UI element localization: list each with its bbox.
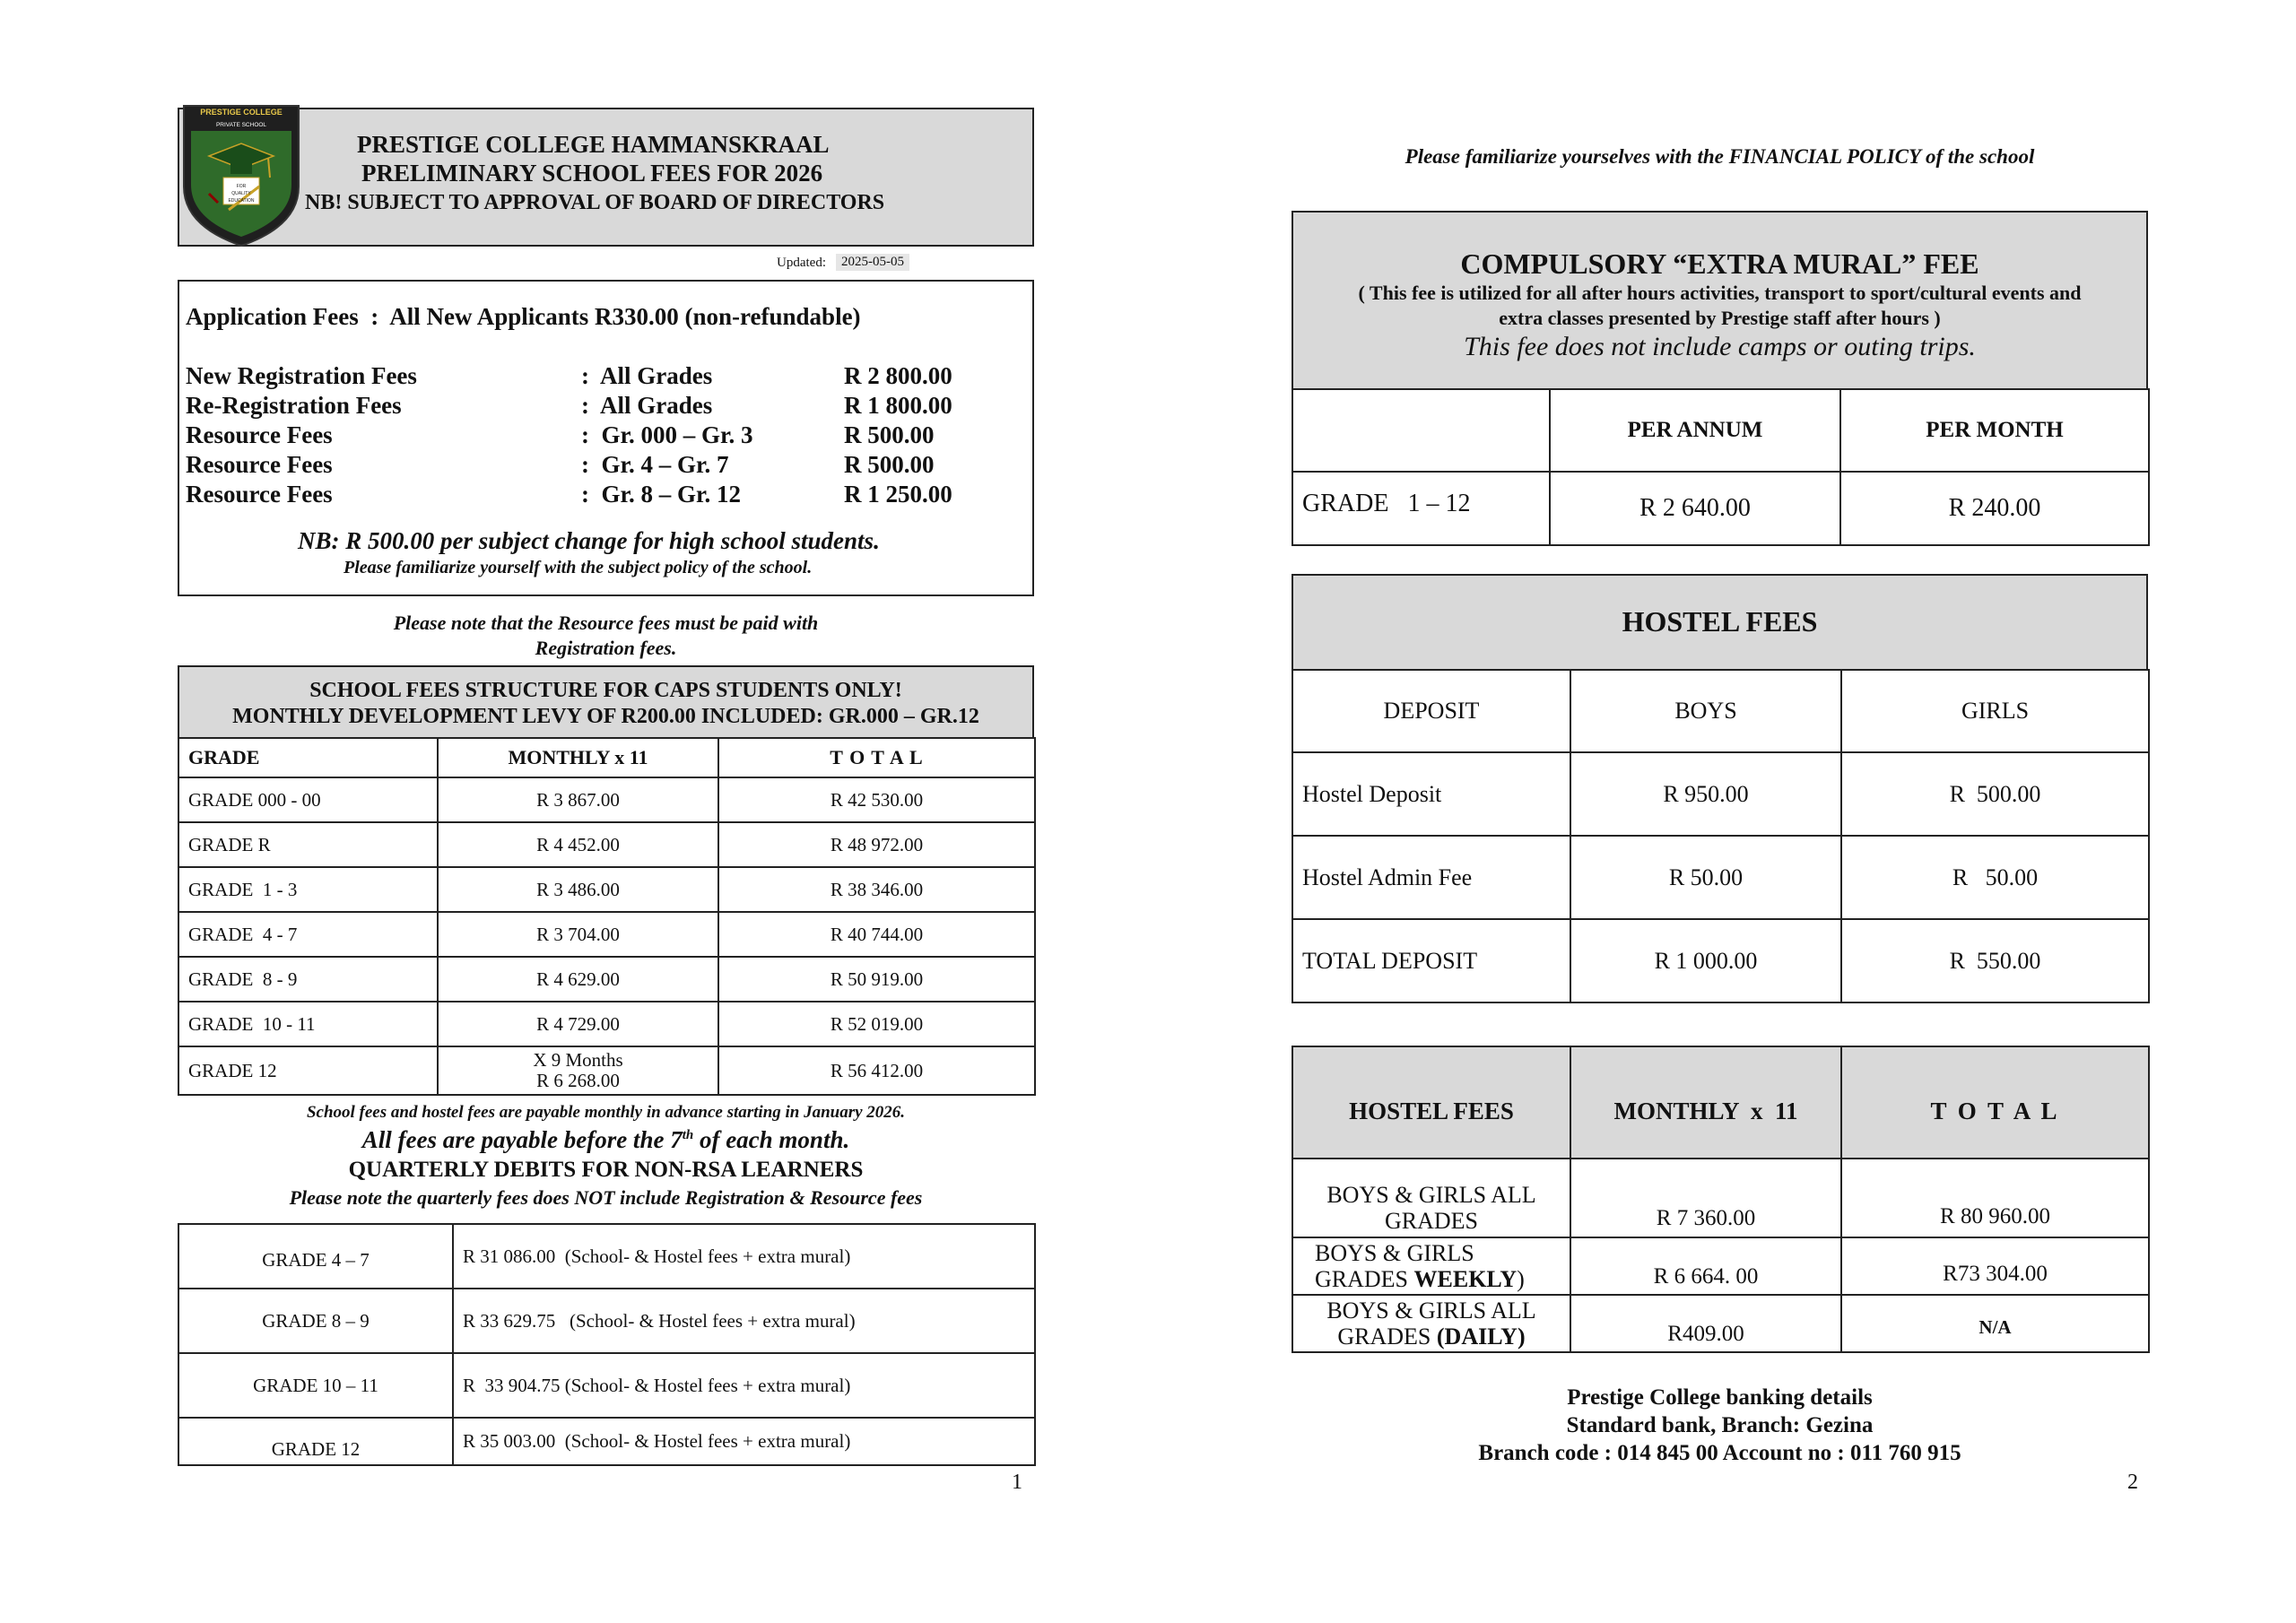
caps-monthly: R 4 452.00 bbox=[438, 822, 718, 867]
fee-row-amount: R 1 250.00 bbox=[844, 481, 952, 508]
caps-total: R 38 346.00 bbox=[718, 867, 1035, 912]
extra-mural-header-blank bbox=[1292, 389, 1550, 472]
caps-total: R 42 530.00 bbox=[718, 777, 1035, 822]
table-row bbox=[1292, 919, 2149, 1002]
caps-grade: GRADE 12 bbox=[178, 1046, 438, 1095]
quarterly-grade: GRADE 12 bbox=[178, 1418, 453, 1465]
extra-mural-sub3: This fee does not include camps or outing trips. bbox=[1464, 332, 1976, 361]
table-row bbox=[178, 1353, 1035, 1418]
banking-codes: Branch code : 014 845 00 Account no : 011 760 915 bbox=[1478, 1441, 1961, 1465]
table-row bbox=[178, 1002, 1035, 1046]
caps-grade: GRADE 8 - 9 bbox=[178, 957, 438, 1002]
hostel-row-boys: R 950.00 bbox=[1570, 752, 1841, 836]
quarterly-table bbox=[178, 1223, 1036, 1466]
subject-change-note: NB: R 500.00 per subject change for high school students. bbox=[298, 527, 880, 554]
table-row bbox=[178, 1046, 1035, 1095]
quarterly-grade: GRADE 4 – 7 bbox=[178, 1224, 453, 1289]
hostel-monthly-amount: R 6 664. 00 bbox=[1570, 1237, 1841, 1295]
logo-text-1: PRESTIGE COLLEGE bbox=[200, 108, 283, 117]
fee-row-amount: R 500.00 bbox=[844, 451, 935, 478]
caps-header-grade: GRADE bbox=[178, 738, 438, 777]
hostel-row-label: Hostel Admin Fee bbox=[1292, 836, 1570, 919]
hostel-monthly-label bbox=[1292, 1237, 1570, 1295]
table-row bbox=[1292, 752, 2149, 836]
table-row bbox=[178, 1289, 1035, 1353]
caps-grade: GRADE 10 - 11 bbox=[178, 1002, 438, 1046]
hostel-monthly-header-monthly: MONTHLY x 11 bbox=[1570, 1046, 1841, 1159]
table-row bbox=[1292, 1237, 2149, 1295]
caps-monthly: R 4 729.00 bbox=[438, 1002, 718, 1046]
caps-monthly: R 3 486.00 bbox=[438, 867, 718, 912]
caps-title-1: SCHOOL FEES STRUCTURE FOR CAPS STUDENTS ONLY! bbox=[309, 679, 902, 702]
fee-row-amount: R 2 800.00 bbox=[844, 362, 952, 389]
hostel-header-boys: BOYS bbox=[1570, 670, 1841, 752]
fee-row-label: Resource Fees bbox=[186, 481, 333, 508]
hostel-monthly-label-1: BOYS & GIRLS ALL bbox=[1326, 1182, 1536, 1208]
caps-total: R 40 744.00 bbox=[718, 912, 1035, 957]
page-number: 2 bbox=[2127, 1471, 2138, 1494]
caps-title-2: MONTHLY DEVELOPMENT LEVY OF R200.00 INCLUDED: GR.000 – GR.12 bbox=[232, 705, 979, 728]
caps-fees-table bbox=[178, 737, 1036, 1096]
hostel-monthly-daily-1: BOYS & GIRLS ALL bbox=[1326, 1298, 1536, 1324]
quarterly-detail: R 35 003.00 (School- & Hostel fees + extra mural) bbox=[453, 1418, 1035, 1465]
caps-monthly: R 3 867.00 bbox=[438, 777, 718, 822]
hostel-row-girls: R 500.00 bbox=[1841, 752, 2149, 836]
logo-text-3: FOR bbox=[236, 184, 247, 189]
header-school-name: PRESTIGE COLLEGE HAMMANSKRAAL bbox=[357, 131, 830, 158]
banking-bank: Standard bank, Branch: Gezina bbox=[1566, 1413, 1874, 1437]
fee-row-label: Re-Registration Fees bbox=[186, 392, 402, 419]
fee-row-grades: : Gr. 000 – Gr. 3 bbox=[581, 421, 753, 448]
hostel-monthly-weekly-1: BOYS & GIRLS bbox=[1315, 1240, 1474, 1266]
hostel-monthly-total: N/A bbox=[1841, 1295, 2149, 1352]
caps-monthly-months: X 9 Months bbox=[533, 1049, 623, 1071]
updated-label: Updated: bbox=[777, 256, 826, 270]
hostel-row-girls: R 550.00 bbox=[1841, 919, 2149, 1002]
banking-title: Prestige College banking details bbox=[1567, 1385, 1873, 1410]
extra-mural-header-month: PER MONTH bbox=[1840, 389, 2149, 472]
resource-note-2: Registration fees. bbox=[535, 637, 677, 659]
table-row bbox=[178, 1418, 1035, 1465]
fee-row-label: Resource Fees bbox=[186, 421, 333, 448]
subject-policy-note: Please familiarize yourself with the subject policy of the school. bbox=[344, 558, 813, 577]
caps-monthly: R 3 704.00 bbox=[438, 912, 718, 957]
hostel-row-boys: R 1 000.00 bbox=[1570, 919, 1841, 1002]
quarterly-grade: GRADE 10 – 11 bbox=[178, 1353, 453, 1418]
header-approval-note: NB! SUBJECT TO APPROVAL OF BOARD OF DIRECTORS bbox=[305, 191, 885, 214]
hostel-monthly-label-2: GRADES bbox=[1384, 1208, 1478, 1234]
extra-mural-sub2: extra classes presented by Prestige staff after hours ) bbox=[1499, 307, 1941, 329]
quarterly-grade: GRADE 8 – 9 bbox=[178, 1289, 453, 1353]
logo-text-4: QUALITY bbox=[231, 191, 251, 196]
fee-row-grades: : Gr. 4 – Gr. 7 bbox=[581, 451, 729, 478]
caps-header-monthly: MONTHLY x 11 bbox=[438, 738, 718, 777]
table-row bbox=[178, 867, 1035, 912]
hostel-header-girls: GIRLS bbox=[1841, 670, 2149, 752]
table-row bbox=[178, 1224, 1035, 1289]
hostel-monthly-total: R73 304.00 bbox=[1841, 1237, 2149, 1295]
logo-text-5: EDUCATION bbox=[228, 198, 255, 204]
caps-total: R 56 412.00 bbox=[718, 1046, 1035, 1095]
logo-text-2: PRIVATE SCHOOL bbox=[215, 122, 267, 128]
caps-monthly: R 4 629.00 bbox=[438, 957, 718, 1002]
hostel-monthly-daily-2: GRADES (DAILY) bbox=[1337, 1324, 1526, 1350]
fee-row-grades: : Gr. 8 – Gr. 12 bbox=[581, 481, 742, 508]
hostel-row-label: TOTAL DEPOSIT bbox=[1292, 919, 1570, 1002]
fee-row-amount: R 1 800.00 bbox=[844, 392, 952, 419]
hostel-monthly-table bbox=[1292, 1046, 2150, 1353]
hostel-row-girls: R 50.00 bbox=[1841, 836, 2149, 919]
quarterly-detail: R 33 904.75 (School- & Hostel fees + extra mural) bbox=[453, 1353, 1035, 1418]
payment-note-2a: All fees are payable before the 7 bbox=[361, 1126, 683, 1153]
school-logo bbox=[182, 104, 300, 247]
table-row bbox=[1292, 472, 2149, 545]
table-row bbox=[1292, 836, 2149, 919]
caps-monthly bbox=[438, 1046, 718, 1095]
hostel-monthly-amount: R409.00 bbox=[1570, 1295, 1841, 1352]
hostel-monthly-label bbox=[1292, 1295, 1570, 1352]
fee-row-label: New Registration Fees bbox=[186, 362, 417, 389]
extra-mural-grade: GRADE 1 – 12 bbox=[1292, 472, 1550, 545]
caps-grade: GRADE R bbox=[178, 822, 438, 867]
hostel-header-deposit: DEPOSIT bbox=[1292, 670, 1570, 752]
extra-mural-table bbox=[1292, 388, 2150, 546]
payment-note-2b: of each month. bbox=[693, 1126, 850, 1153]
extra-mural-title: COMPULSORY “EXTRA MURAL” FEE bbox=[1460, 247, 1979, 280]
fee-row-amount: R 500.00 bbox=[844, 421, 935, 448]
table-row bbox=[178, 957, 1035, 1002]
application-fee-line: Application Fees : All New Applicants R330.00 (non-refundable) bbox=[186, 303, 861, 330]
hostel-monthly-label bbox=[1292, 1159, 1570, 1237]
quarterly-title: QUARTERLY DEBITS FOR NON-RSA LEARNERS bbox=[348, 1158, 864, 1182]
caps-grade: GRADE 000 - 00 bbox=[178, 777, 438, 822]
payment-note-2 bbox=[178, 1126, 1034, 1154]
page-number: 1 bbox=[1012, 1471, 1022, 1494]
hostel-row-label: Hostel Deposit bbox=[1292, 752, 1570, 836]
table-row bbox=[1292, 1295, 2149, 1352]
hostel-monthly-weekly-2: GRADES WEEKLY) bbox=[1315, 1266, 1525, 1292]
hostel-monthly-total: R 80 960.00 bbox=[1841, 1159, 2149, 1237]
quarterly-detail: R 31 086.00 (School- & Hostel fees + extra mural) bbox=[453, 1224, 1035, 1289]
table-row bbox=[1292, 1159, 2149, 1237]
hostel-monthly-amount: R 7 360.00 bbox=[1570, 1159, 1841, 1237]
header-fees-title: PRELIMINARY SCHOOL FEES FOR 2026 bbox=[361, 160, 823, 187]
caps-total: R 50 919.00 bbox=[718, 957, 1035, 1002]
caps-total: R 52 019.00 bbox=[718, 1002, 1035, 1046]
extra-mural-sub1: ( This fee is utilized for all after hours activities, transport to sport/cultural events and bbox=[1358, 282, 2082, 304]
payment-note-2-sup: th bbox=[682, 1128, 694, 1142]
fee-row-grades: : All Grades bbox=[581, 362, 713, 389]
hostel-title: HOSTEL FEES bbox=[1622, 605, 1818, 638]
hostel-deposit-table bbox=[1292, 669, 2150, 1003]
caps-grade: GRADE 1 - 3 bbox=[178, 867, 438, 912]
caps-total: R 48 972.00 bbox=[718, 822, 1035, 867]
extra-mural-annum: R 2 640.00 bbox=[1550, 472, 1840, 545]
caps-monthly-amount: R 6 268.00 bbox=[536, 1070, 620, 1091]
fee-row-label: Resource Fees bbox=[186, 451, 333, 478]
hostel-monthly-header-fees: HOSTEL FEES bbox=[1292, 1046, 1570, 1159]
table-row bbox=[178, 777, 1035, 822]
extra-mural-header-annum: PER ANNUM bbox=[1550, 389, 1840, 472]
updated-date: 2025-05-05 bbox=[836, 254, 909, 271]
quarterly-note: Please note the quarterly fees does NOT include Registration & Resource fees bbox=[289, 1186, 923, 1209]
fee-row-grades: : All Grades bbox=[581, 392, 713, 419]
extra-mural-month: R 240.00 bbox=[1840, 472, 2149, 545]
table-row bbox=[178, 912, 1035, 957]
caps-header-total: T O T A L bbox=[718, 738, 1035, 777]
hostel-row-boys: R 50.00 bbox=[1570, 836, 1841, 919]
table-row bbox=[178, 822, 1035, 867]
hostel-monthly-header-total: T O T A L bbox=[1841, 1046, 2149, 1159]
financial-policy-note: Please familiarize yourselves with the FINANCIAL POLICY of the school bbox=[1405, 145, 2035, 168]
quarterly-detail: R 33 629.75 (School- & Hostel fees + extra mural) bbox=[453, 1289, 1035, 1353]
resource-note-1: Please note that the Resource fees must be paid with bbox=[393, 612, 819, 634]
payment-note-1: School fees and hostel fees are payable monthly in advance starting in January 2026. bbox=[306, 1103, 906, 1122]
caps-grade: GRADE 4 - 7 bbox=[178, 912, 438, 957]
